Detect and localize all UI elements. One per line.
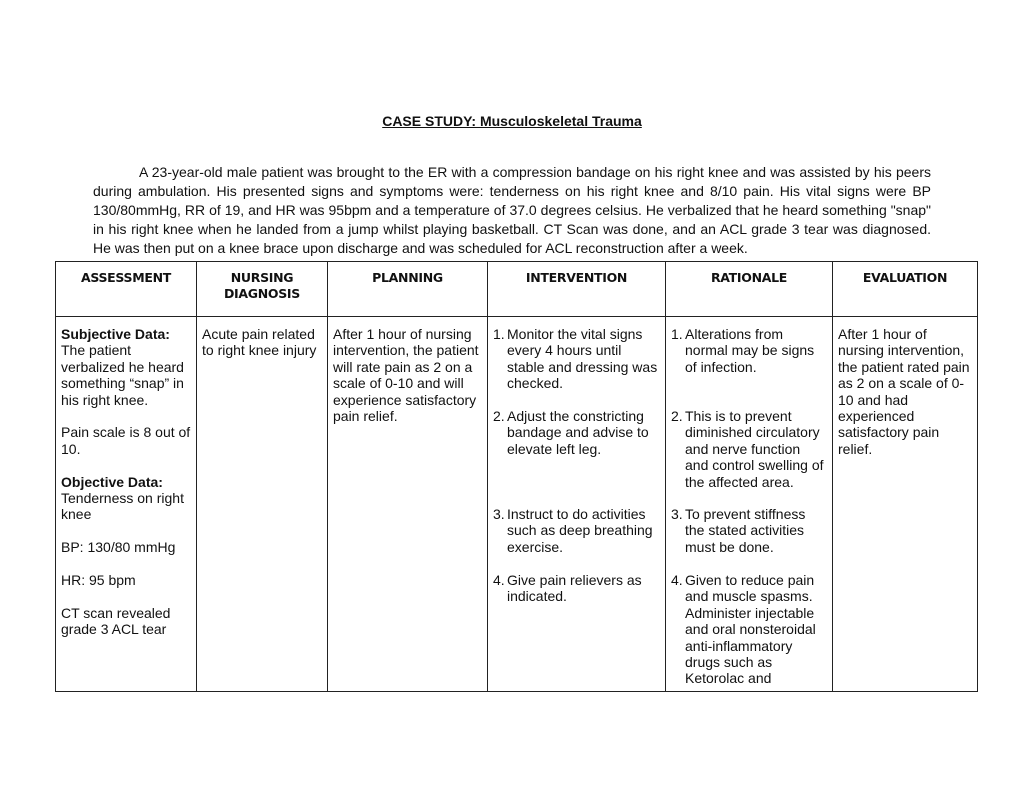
intervention-item: 2. Adjust the constricting bandage and advise to elevate left leg. — [493, 408, 649, 457]
header-nursing-diagnosis: NURSING DIAGNOSIS — [197, 262, 328, 317]
rationale-item: 3. To prevent stiffness the stated activities must be done. — [671, 506, 806, 555]
objective-data-text: Tenderness on right knee — [61, 490, 184, 523]
header-planning: PLANNING — [328, 262, 488, 317]
subjective-data-label: Subjective Data: — [61, 326, 170, 342]
header-assessment: ASSESSMENT — [56, 262, 197, 317]
pain-scale-text: Pain scale is 8 out of 10. — [61, 424, 191, 457]
hr-value: HR: 95 bpm — [61, 572, 136, 589]
document-title: CASE STUDY: Musculoskeletal Trauma — [382, 113, 642, 129]
intervention-item: 1. Monitor the vital signs every 4 hours until stable and dressing was checked. — [493, 326, 658, 392]
header-evaluation: EVALUATION — [833, 262, 978, 317]
rationale-item: 1. Alterations from normal may be signs of infection. — [671, 326, 815, 375]
header-intervention: INTERVENTION — [488, 262, 666, 317]
rationale-item: 4. Given to reduce pain and muscle spasms. Administer injectable and oral nonsteroidal anti-inflammatory drugs such as Ketorolac and — [671, 572, 816, 687]
case-intro-paragraph: A 23-year-old male patient was brought to the ER with a compression bandage on his right knee and was assisted by his peers during ambulation. His presented signs and symptoms were: tenderness on his right knee and 8/10 pain. His vital signs were BP 130/80mmHg, RR of 19, and HR was 95bpm and a temperature of 37.0 degrees celsius. He verbalized that he heard something "snap" in his right knee when he landed from a jump whilst playing basketball. CT Scan was done, and an ACL grade 3 tear was diagnosed. He was then put on a knee brace upon discharge and was scheduled for ACL reconstruction after a week. — [93, 164, 931, 256]
assessment-cell — [56, 317, 197, 692]
header-rationale: RATIONALE — [666, 262, 833, 317]
objective-data-label: Objective Data: — [61, 473, 163, 490]
subjective-data-text: The patient verbalized he heard something “snap” in his right knee. — [61, 342, 184, 408]
intervention-item: 4. Give pain relievers as indicated. — [493, 572, 642, 605]
nursing-care-plan-table — [55, 261, 978, 692]
nursing-diagnosis-cell: Acute pain related to right knee injury — [197, 317, 328, 692]
rationale-cell — [666, 317, 833, 692]
table-header-row — [56, 262, 978, 317]
intervention-cell — [488, 317, 666, 692]
planning-cell: After 1 hour of nursing intervention, the patient will rate pain as 2 on a scale of 0-10 and will experience satisfactory pain relief. — [328, 317, 488, 692]
rationale-item: 2. This is to prevent diminished circulatory and nerve function and control swelling of the affected area. — [671, 408, 824, 490]
table-row — [56, 317, 978, 692]
ct-scan-finding: CT scan revealed grade 3 ACL tear — [61, 604, 171, 638]
bp-value: BP: 130/80 mmHg — [61, 539, 176, 556]
intervention-item: 3. Instruct to do activities such as deep breathing exercise. — [493, 506, 653, 555]
evaluation-cell: After 1 hour of nursing intervention, the patient rated pain as 2 on a scale of 0-10 and had experienced satisfactory pain relief. — [833, 317, 978, 692]
